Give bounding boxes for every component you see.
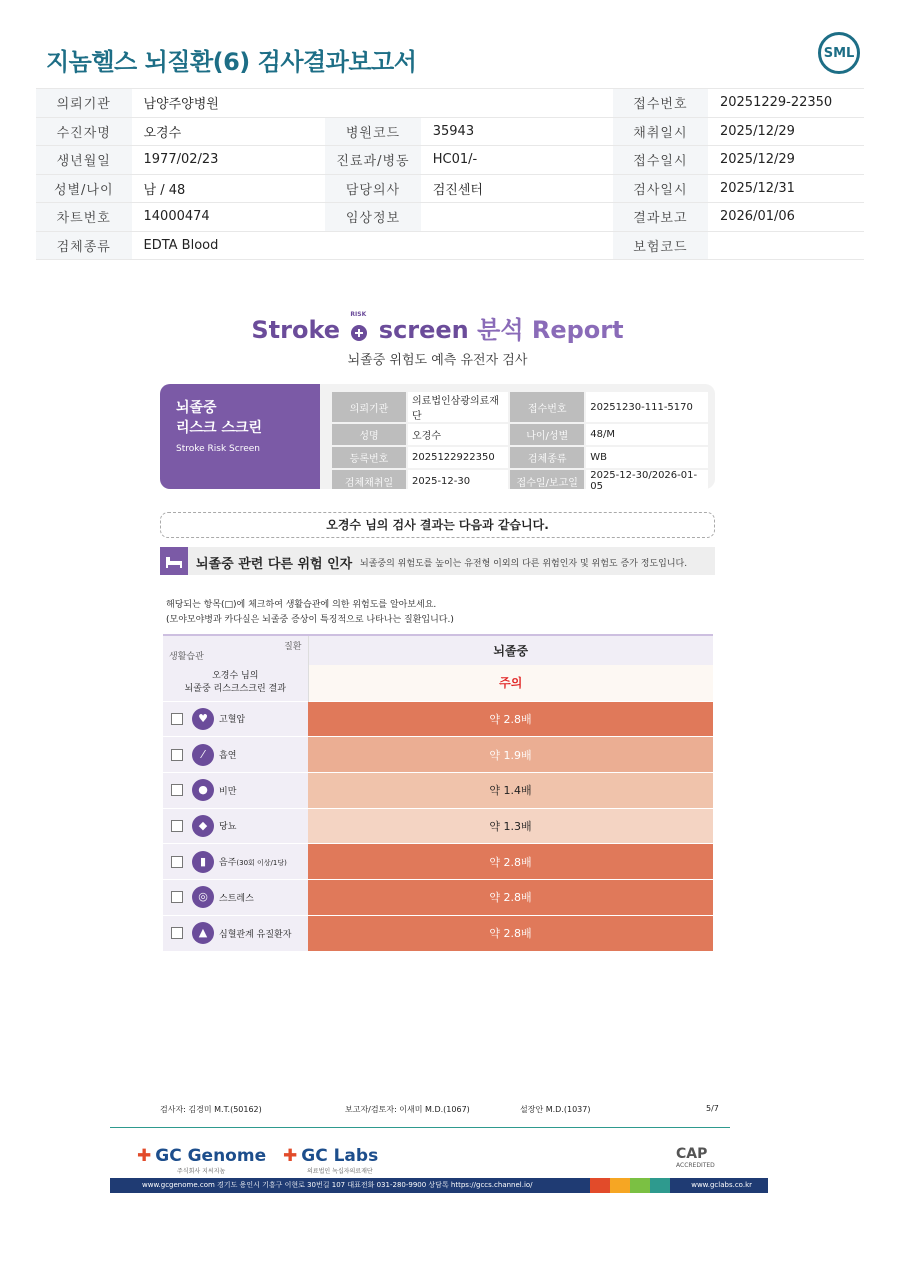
info-label — [325, 231, 421, 260]
risk-checkbox[interactable] — [171, 856, 183, 868]
result-banner: 오경수 님의 검사 결과는 다음과 같습니다. — [160, 512, 715, 538]
info-label — [325, 89, 421, 118]
risk-value: 약 1.4배 — [308, 772, 713, 808]
info-value: 2025/12/29 — [708, 117, 864, 146]
info-label: 결과보고 — [613, 203, 708, 232]
smoking-icon: ⁄ — [192, 744, 214, 766]
risk-factor-name: 스트레스 — [219, 893, 254, 904]
summary-value: 주의 — [308, 665, 713, 701]
info-value: HC01/- — [421, 146, 613, 175]
cap-text: CAP — [676, 1146, 708, 1162]
risk-factor-label — [219, 927, 291, 940]
info-label: 임상정보 — [325, 203, 421, 232]
risk-checkbox[interactable] — [171, 784, 183, 796]
risk-row — [163, 772, 713, 808]
footer-website: www.gclabs.co.kr — [691, 1181, 752, 1189]
risk-value: 약 2.8배 — [308, 915, 713, 951]
info-row — [36, 203, 864, 232]
risk-factor-name: 음주 — [219, 858, 237, 869]
risk-factor-name: 고혈압 — [219, 715, 246, 726]
info-row — [36, 89, 864, 118]
card-label: 접수번호 — [510, 392, 584, 422]
risk-column-header: 뇌졸중 — [308, 635, 713, 665]
page-title: 지놈헬스 뇌질환(6) 검사결과보고서 — [46, 48, 417, 76]
brand-screen: screen — [378, 316, 469, 344]
card-value: 오경수 — [408, 424, 508, 445]
cardiovascular-icon: ▲ — [192, 922, 214, 944]
risk-factor — [163, 737, 308, 773]
info-value: 35943 — [421, 117, 613, 146]
alcohol-icon: ▮ — [192, 851, 214, 873]
risk-table — [163, 634, 713, 951]
card-value: 20251230-111-5170 — [586, 392, 708, 422]
info-label: 검사일시 — [613, 174, 708, 203]
risk-header-corner — [163, 635, 308, 665]
info-label: 성별/나이 — [36, 174, 132, 203]
card-value: 48/M — [586, 424, 708, 445]
risk-row — [163, 879, 713, 915]
card-label: 접수일/보고일 — [510, 470, 584, 489]
risk-checkbox[interactable] — [171, 713, 183, 725]
gc-cross-icon: ✚ — [137, 1146, 152, 1166]
header-disease: 질환 — [284, 642, 302, 652]
info-row — [36, 146, 864, 175]
risk-factor-label — [219, 712, 245, 725]
info-value: EDTA Blood — [132, 231, 326, 260]
risk-row — [163, 737, 713, 773]
card-value: 2025122922350 — [408, 447, 508, 468]
risk-value: 약 2.8배 — [308, 844, 713, 880]
info-value — [421, 231, 613, 260]
card-row — [332, 447, 708, 468]
card-title-1: 뇌졸중 — [176, 400, 217, 416]
gc-labs-cross-icon: ✚ — [283, 1146, 298, 1166]
card-label: 검체종류 — [510, 447, 584, 468]
card-title-panel — [160, 384, 320, 489]
gc-labs-text: GC Labs — [301, 1146, 379, 1166]
risk-row — [163, 844, 713, 880]
risk-factor-sub: (30회 이상/1당) — [236, 859, 287, 868]
card-label: 등록번호 — [332, 447, 406, 468]
footer-bar — [110, 1178, 768, 1193]
brand-kr: 분석 Report — [477, 316, 624, 344]
info-value: 2025/12/31 — [708, 174, 864, 203]
info-value — [421, 89, 613, 118]
info-value: 남양주양병원 — [132, 89, 326, 118]
info-value: 2026/01/06 — [708, 203, 864, 232]
risk-factor-label — [219, 819, 236, 832]
summary-label — [163, 665, 308, 701]
info-label: 진료과/병동 — [325, 146, 421, 175]
risk-checkbox[interactable] — [171, 891, 183, 903]
info-value: 20251229-22350 — [708, 89, 864, 118]
gc-genome-logo — [137, 1146, 266, 1175]
risk-factor — [163, 701, 308, 737]
risk-value: 약 1.3배 — [308, 808, 713, 844]
risk-factor-label — [219, 855, 287, 868]
page-number: 5/7 — [706, 1104, 719, 1113]
card-value: 2025-12-30/2026-01-05 — [586, 470, 708, 489]
info-value: 1977/02/23 — [132, 146, 326, 175]
info-label: 병원코드 — [325, 117, 421, 146]
risk-factor-name: 흡연 — [219, 751, 237, 762]
risk-factor — [163, 915, 308, 951]
gc-labs-logo — [283, 1146, 378, 1175]
header-habit: 생활습관 — [169, 652, 204, 662]
info-label: 담당의사 — [325, 174, 421, 203]
risk-checkbox[interactable] — [171, 927, 183, 939]
risk-factor-name: 비만 — [219, 786, 237, 797]
info-value: 남 / 48 — [132, 174, 326, 203]
summary-label-2: 뇌졸중 리스크스크린 결과 — [184, 683, 286, 694]
risk-checkbox[interactable] — [171, 820, 183, 832]
info-value: 검진센터 — [421, 174, 613, 203]
risk-row — [163, 915, 713, 951]
note-line-2: (모야모야병과 카다실은 뇌졸중 증상이 특징적으로 나타나는 질환입니다.) — [166, 615, 454, 625]
gc-genome-text: GC Genome — [155, 1146, 267, 1166]
info-value — [708, 231, 864, 260]
card-label: 의뢰기관 — [332, 392, 406, 422]
stress-icon: ◎ — [192, 886, 214, 908]
sml-logo: SML — [818, 32, 860, 74]
info-value: 오경수 — [132, 117, 326, 146]
diabetes-icon: ◆ — [192, 815, 214, 837]
card-row — [332, 470, 708, 489]
obesity-icon: ● — [192, 779, 214, 801]
doctor: 설장안 M.D.(1037) — [520, 1105, 591, 1114]
info-label: 수진자명 — [36, 117, 132, 146]
card-value: 2025-12-30 — [408, 470, 508, 489]
section-title: 뇌졸중 관련 다른 위험 인자 — [196, 557, 353, 572]
risk-value: 약 2.8배 — [308, 701, 713, 737]
card-grid — [330, 390, 710, 489]
info-label: 접수번호 — [613, 89, 708, 118]
card-row — [332, 392, 708, 422]
brand-risk: RISK — [350, 311, 367, 318]
brand-stroke: Stroke — [251, 316, 341, 344]
card-title-2: 리스크 스크린 — [176, 420, 263, 436]
examiner: 검사자: 김경미 M.T.(50162) — [160, 1105, 262, 1114]
footer-stripe — [590, 1178, 670, 1193]
section-desc: 뇌졸중의 위험도를 높이는 유전형 이외의 다른 위험인자 및 위험도 증가 정도입니다. — [360, 559, 688, 569]
card-label: 성명 — [332, 424, 406, 445]
risk-row — [163, 701, 713, 737]
risk-factor-label — [219, 748, 236, 761]
report-header — [160, 310, 715, 368]
risk-factor-label — [219, 784, 236, 797]
info-label: 차트번호 — [36, 203, 132, 232]
risk-factor — [163, 772, 308, 808]
info-label: 의뢰기관 — [36, 89, 132, 118]
risk-factor-name: 심혈관계 유질환자 — [219, 929, 292, 940]
info-label: 보험코드 — [613, 231, 708, 260]
risk-value: 약 2.8배 — [308, 879, 713, 915]
info-value: 2025/12/29 — [708, 146, 864, 175]
section-header — [160, 547, 715, 575]
patient-card — [160, 384, 715, 489]
info-row — [36, 117, 864, 146]
info-label: 접수일시 — [613, 146, 708, 175]
card-label: 검체채취일 — [332, 470, 406, 489]
risk-target-icon — [348, 311, 370, 342]
risk-factor — [163, 879, 308, 915]
info-value — [421, 203, 613, 232]
card-title-en: Stroke Risk Screen — [176, 444, 260, 454]
card-row — [332, 424, 708, 445]
footer-rule — [110, 1127, 730, 1128]
card-label: 나이/성별 — [510, 424, 584, 445]
note — [166, 598, 454, 628]
risk-factor — [163, 844, 308, 880]
note-line-1: 해당되는 항목(□)에 체크하여 생활습관에 의한 위험도를 알아보세요. — [166, 600, 437, 610]
report-subtitle: 뇌졸중 위험도 예측 유전자 검사 — [347, 353, 528, 368]
footer-contact: www.gcgenome.com 경기도 용인시 기흥구 이현로 30번길 107 대표전화 031-280-9900 상담톡 https://gccs.channel.io/ — [142, 1181, 533, 1189]
gc-genome-sub: 주식회사 지씨지놈 — [177, 1168, 226, 1175]
patient-info-table — [36, 88, 864, 260]
info-value: 14000474 — [132, 203, 326, 232]
cap-logo — [676, 1146, 715, 1169]
info-label: 채취일시 — [613, 117, 708, 146]
card-value: 의료법인삼광의료재단 — [408, 392, 508, 422]
card-value: WB — [586, 447, 708, 468]
risk-row — [163, 808, 713, 844]
cap-sub: ACCREDITED — [676, 1162, 715, 1169]
risk-checkbox[interactable] — [171, 749, 183, 761]
bed-icon — [160, 547, 188, 575]
gc-labs-sub: 의료법인 녹십자의료재단 — [307, 1168, 373, 1175]
info-label: 생년월일 — [36, 146, 132, 175]
summary-label-1: 오경수 님의 — [212, 670, 259, 681]
report-title — [160, 310, 715, 345]
reviewer: 보고자/검토자: 이새미 M.D.(1067) — [345, 1105, 470, 1114]
risk-factor-label — [219, 891, 254, 904]
risk-factor — [163, 808, 308, 844]
blood-pressure-icon: ♥ — [192, 708, 214, 730]
info-row — [36, 231, 864, 260]
info-row — [36, 174, 864, 203]
risk-value: 약 1.9배 — [308, 737, 713, 773]
risk-factor-name: 당뇨 — [219, 822, 237, 833]
info-label: 검체종류 — [36, 231, 132, 260]
